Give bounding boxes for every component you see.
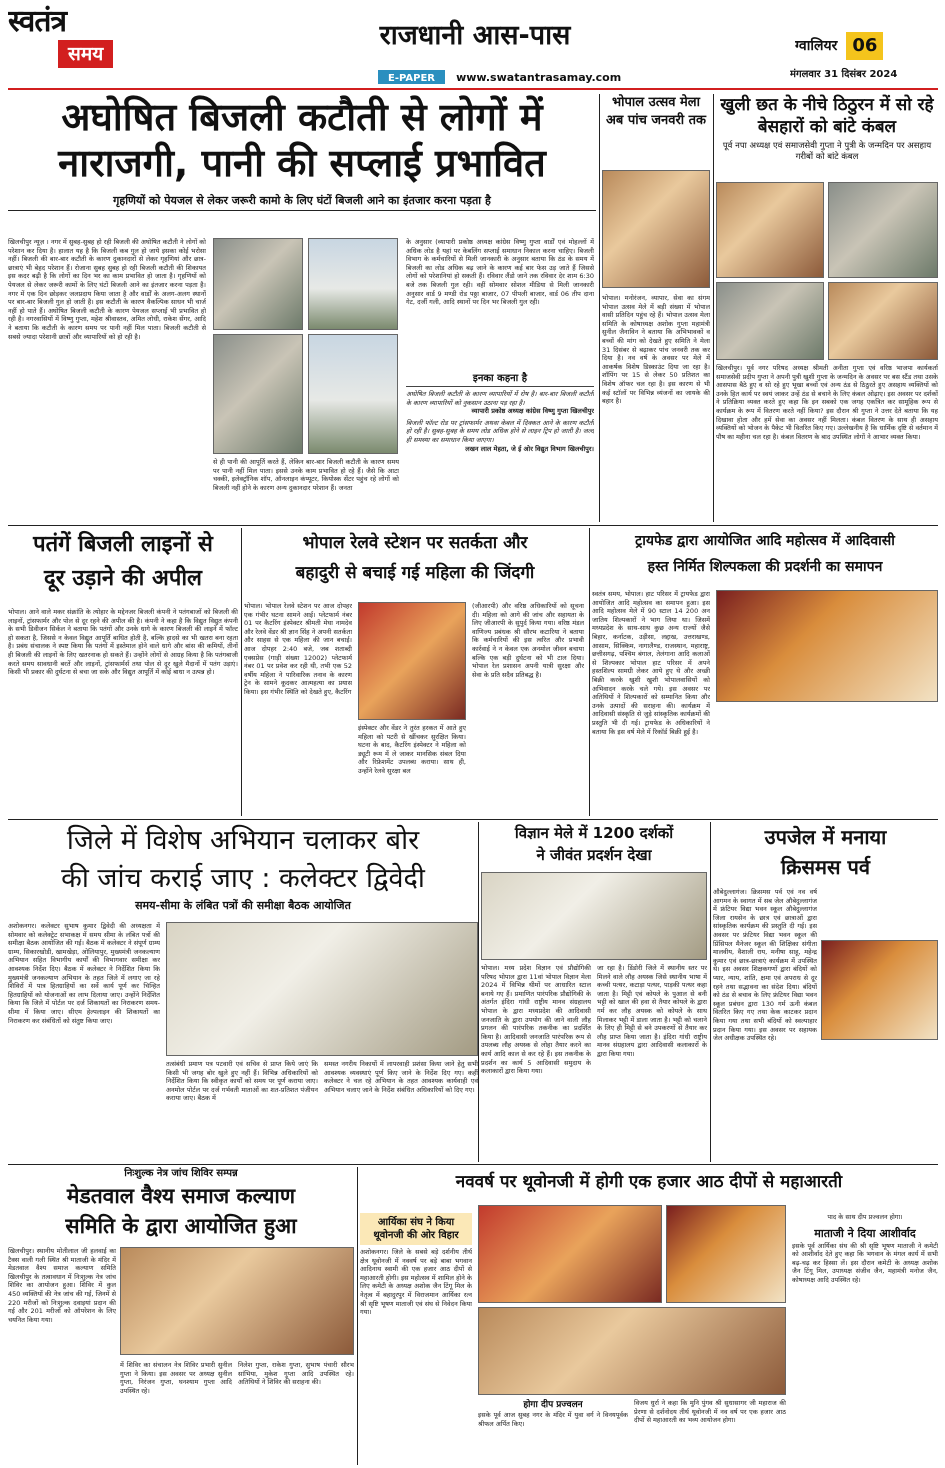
railway-headline-1: भोपाल रेलवे स्टेशन पर सतर्कता और	[302, 533, 528, 553]
lead-subhead: गृहणियों को पेयजल से लेकर जरूरी कामो के लिए घंटों बिजली आने का इंतजार करना पड़ता है	[8, 192, 596, 211]
meeting-photo	[166, 922, 478, 1056]
quote-2-by: लखन लाल मेहता, जे ई ओर विद्युत विभाग खिलचीपुर।	[465, 444, 594, 453]
patang-headline-2: दूर उड़ाने की अपील	[44, 566, 202, 591]
divider-h-2	[8, 819, 938, 820]
divider-v-4	[589, 528, 590, 816]
masthead	[0, 0, 945, 90]
section-title: राजधानी आस-पास	[379, 20, 571, 51]
thuvonji-photo-2	[666, 1205, 786, 1303]
thuvonji-headline: नववर्ष पर थूवोनजी में होगी एक हजार आठ दीपों से महाआरती	[455, 1172, 843, 1192]
medatwal-headline-1: मेडतवाल वैश्य समाज कल्याण	[66, 1184, 296, 1208]
thuvonji-photo-1	[478, 1205, 662, 1303]
trifed-headline-1: ट्रायफेड द्वारा आयोजित आदि महोत्सव में आदिवासी	[635, 533, 895, 549]
christmas-story	[713, 822, 938, 1162]
railway-headline-2: बहादुरी से बचाई गई महिला की जिंदगी	[295, 563, 535, 583]
quote-1-by: व्यापारी प्रकोष्ठ अध्यक्ष कांग्रेस विष्णु गुप्ता खिलचीपुर	[471, 407, 594, 416]
divider-v-7	[357, 1167, 358, 1465]
city-name: ग्वालियर	[795, 38, 838, 54]
vigyan-headline-1: विज्ञान मेले में 1200 दर्शकों	[514, 824, 674, 842]
vigyan-story	[481, 822, 707, 1162]
christmas-photo	[821, 940, 938, 1040]
lead-col-1: खिलचीपुर न्यूज़ । नगर में सुबह-सुबह हो रही बिजली की अघोषित कटौती ने लोगों को परेशान कर दिया है। हालात यह है कि बिजली कब गुल हो जाये इसका कोई भरोसा नहीं। बिजली की बार-बार कटौती के कारण दुकानदारों से लेकर गृहणियां और छात्र-छात्राएं भी बेहद परेशान हैं। रोजाना सुबह सुबह हो रही बिजली कटौती की शिकायत इस कदर बढ़ी है कि लोगों का दिन भर का काम प्रभावित हो जाता है। गृहणियों को पेयजल से लेकर जरूरी कामों के लिए घंटों बिजली आने का इंतजार करना पड़ता है। नगर में एक दिन छोड़कर जलप्रदाय किया जाता है और वार्डों के अलग-अलग स्थानों पर बार-बार बिजली गुल हो जाती है। इस कटौती के कारण वैकल्पिक साधन भी चार्ज नहीं हो पाते हैं। अघोषित बिजली कटौती के कारण पेयजल सप्लाई भी प्रभावित हो रही है। नगरवासियों में विष्णु गुप्ता, महेश श्रीवास्तव, अमित लोधी, राकेश सेंगर, आदि ने बताया कि कटौती के कारण समय पर पानी नहीं मिल पाता। बिजली कटौती से सबसे ज्यादा परेशानी छात्रों और व्यापारियों को हो रही है।	[8, 238, 206, 341]
patang-story	[8, 528, 238, 818]
medatwal-col-2: में शिविर का संचालन नेत्र शिविर प्रभारी सुनील गुप्ता ने किया। इस अवसर पर अध्यक्ष सुनील गुप्ता, निरंजन गुप्ता, घनश्याम गुप्ता आदि उपस्थित रहे।	[120, 1361, 232, 1395]
medatwal-headline-2: समिति के द्वारा आयोजित हुआ	[65, 1214, 297, 1238]
thuvonji-side-title: आर्यिका संघ ने किया थूवोनजी की ओर विहार	[360, 1213, 472, 1245]
trifed-story	[592, 528, 938, 818]
divider-h-3	[8, 1164, 938, 1165]
masthead-rule	[8, 88, 938, 90]
quote-1: अघोषित बिजली कटौती के कारण व्यापारियों में रोष है। बार-बार बिजली कटौती के कारण व्यापारियों को नुकसान उठाना पड़ रहा है।	[406, 390, 594, 407]
quote-2: बिजली फॉल्ट रोड पर ट्रांसफार्मर अथवा केबल में दिक्कत आने के कारण कटौती हो रही है। सुबह-सुबह के समय लोड अधिक होने से लाइन ट्रिप हो जाती है। जल्द ही समस्या का समाधान किया जाएगा।	[406, 418, 594, 444]
tower-photo-2	[308, 238, 398, 330]
lead-col-3: के अनुसार (व्यापारी प्रकोष्ठ अध्यक्ष कांग्रेस विष्णु गुप्ता वार्डों एवं मोहल्लों में अधिक लोड है यहां पर केबलिंग सप्लाई समाधान निकाल करना चाहिए। बिजली विभाग के कर्मचारियों से मिली जानकारी के अनुसार बताया कि ठंड के समय में बिजली का लोड अधिक बढ़ जाने के कारण कई बार फेस उड़ जाते हैं जिससे लोगों को परेशानियां हो सकती हैं। रविवार लैंडो जाने तक रविवार देर शाम 6:30 बजे तक बिजली गुल रही। वहीं सोमवार सोशल मीडिया से मिली जानकारी अनुसार वार्ड 9 मण्डी रोड पठ्ठा बाजार, 07 पीपली बाजार, वार्ड 06 तीप दाना गेट, दर्जी गली, आदि स्थानों पर दिन भर बिजली गुल रही।	[406, 238, 594, 307]
lead-story	[8, 94, 596, 524]
lineman-photo	[308, 334, 398, 454]
thuvonji-story	[360, 1167, 938, 1465]
thuvonji-right	[792, 1213, 938, 1463]
kambal-photo-3	[716, 282, 824, 360]
utsav-headline: भोपाल उत्सव मेला अब पांच जनवरी तक	[605, 95, 707, 128]
railway-col-3: (जीआरपी) और वरिष्ठ अधिकारियों को सूचना दी। महिला को आगे की जांच और सहायता के लिए जीआरपी के सुपुर्द किया गया। वरिष्ठ मंडल वाणिज्य प्रबंधक श्री सौरभ कटारिया ने बताया कि कर्मचारियों की इस त्वरित और प्रभावी कार्रवाई ने न केवल एक अनमोल जीवन बचाया बल्कि एक बड़ी दुर्घटना को भी टाल दिया। भोपाल रेल प्रशासन अपनी यात्री सुरक्षा और सेवा के प्रति सदैव प्रतिबद्ध है।	[472, 602, 584, 679]
divider-v-6	[710, 822, 711, 1162]
railway-col-2: इंस्पेक्टर और वेंडर ने तुरंत हरकत में आते हुए महिला को पटरी से खींचकर सुरक्षित किया। घटना के बाद, कैटरिंग इंस्पेक्टर ने महिला को ड्यूटी रूम में ले जाकर मानसिक संबल दिया और रिफ्रेशमेंट उपलब्ध कराया। साथ ही, उन्होंने रेलवे सुरक्षा बल	[358, 724, 466, 775]
divider-v-1	[599, 94, 600, 522]
right-title: माताजी ने दिया आशीर्वाद	[814, 1226, 916, 1240]
right-body: इसके पूर्व आर्यिका संघ की श्री सृष्टि भूषण माताजी ने कमेटी को आशीर्वाद देते हुए कहा कि भगवान के मंगल कार्य में सभी बढ़-चढ़ कर हिस्सा लें। इस दौरान कमेटी के अध्यक्ष अशोक जैन टिंगू मिल, उपाध्यक्ष संजीव जैन, महामंत्री मनोज जैन, कोषाध्यक्ष आदि उपस्थित रहे।	[792, 1241, 938, 1284]
medatwal-col-1: खिलचीपुर। स्थानीय मोतीलाल जी हलवाई का टैक्स वाली गली स्थित श्री माताजी के मंदिर में मेडतवाल वैश्य समाज कल्याण समिति खिलचीपुर के तत्वावधान में निःशुल्क नेत्र जांच शिविर का आयोजन हुआ। शिविर में कुल 450 व्यक्तियों की नेत्र जांच की गई, जिनमें से 220 मरीजों को निःशुल्क दवाइयां प्रदान की गई और 201 मरीजों को ऑपरेशन के लिए चयनित किया गया।	[8, 1247, 116, 1324]
trifed-body: स्वतंत्र समय, भोपाल। हाट परिसर में ट्रायफेड द्वारा आयोजित आदि महोत्सव का समापन हुआ। इस आदि महोत्सव मेले में 90 स्टाल 14 200 अन जातिय शिल्पकारों ने भाग लिया था। जिसमें मध्यप्रदेश के साथ-साथ कुछ अन्य राज्यों जैसे बिहार, कर्नाटक, उड़ीसा, लद्दाख, उत्तराखण्ड, आसाम, सिक्किम, नागालैण्ड, राजस्थान, महाराष्ट्र, छत्तीसगढ़, पश्चिम बंगाल, तेलंगाना आदि कलाओं से शिल्पकार भोपाल हाट परिसर में अपने हस्तशिल्प सामग्री लेकर आये हुए थे और अच्छी बिक्री करके खुशी खुशी भोपालवासियों को अभिवादन करके चले गये। इस अवसर पर अतिथियों ने शिल्पकारों को सम्मानित किया और उनके उत्पादों की सराहना की। कार्यक्रम में आदिवासी संस्कृति से जुड़े सांस्कृतिक कार्यक्रमों की प्रस्तुति भी दी गई। ट्रायफेड के अधिकारियों ने बताया कि इस वर्ष मेले में रिकॉर्ड बिक्री हुई है।	[592, 590, 710, 736]
train-photo	[358, 602, 466, 720]
medatwal-photo	[120, 1247, 354, 1355]
railway-col-2a	[358, 602, 466, 814]
thuvonji-photo-3	[478, 1307, 786, 1395]
page-number: 06	[846, 32, 883, 60]
collector-headline-1: जिले में विशेष अभियान चलाकर बोर	[66, 825, 420, 856]
logo-bottom: समय	[58, 40, 113, 68]
collector-col-3: समस्त नगरीय निकायों में लापरवाही प्रशंसा किया जाने हेतु सभी आवश्यक व्यवस्थाएं पूर्ण किए जाने के निर्देश दिए गए। कहीं कलेक्टर ने चल रहे अभियान के तहत आवश्यक कार्यवाही एवं अभियान चलाए जाने के निर्देश संबंधित अधिकारियों को दिए गए।	[324, 1060, 478, 1094]
quote-box	[406, 372, 594, 518]
website-link[interactable]: www.swatantrasamay.com	[456, 71, 622, 84]
thuvonji-caption-1	[478, 1399, 628, 1463]
city-box	[795, 32, 945, 60]
vigyan-headline-2: ने जीवंत प्रदर्शन देखा	[536, 846, 652, 864]
collector-col-2: तत्संबंधी प्रमाण पत्र पटवारी एवं सचिव से प्राप्त किये जाएं कि किसी भी जगह बोर खुले हुए नहीं हैं। विभिन्न अधिकारियों को निर्देशित किया कि स्वीकृत कार्यों को समय पर पूर्ण कराया जाए। अनमोल पोर्टल पर दर्ज गर्भवती माताओं का शत-प्रतिशत पंजीयन कराया जाए। बैठक में	[166, 1060, 318, 1103]
kambal-subhead: पूर्व नपा अध्यक्ष एवं समाजसेवी गुप्ता ने पुत्री के जन्मदिन पर असहाय गरीबों को बांटे कंबल	[722, 141, 932, 162]
transformer-photo	[213, 334, 303, 454]
christmas-headline-1: उपजेल में मनाया	[764, 825, 887, 849]
caption-1-body: इसके पूर्व आज सुबह नगर के मंदिर में युवा वर्ग ने विनयपूर्वक श्रीफल अर्पित किए।	[478, 1411, 628, 1428]
trifed-photo	[716, 590, 938, 702]
medatwal-story	[8, 1167, 354, 1465]
kambal-photo-2	[828, 182, 938, 278]
kambal-photo-1	[716, 182, 824, 278]
collector-story	[8, 822, 478, 1162]
tower-photo-1	[213, 238, 303, 330]
masthead-bar	[378, 66, 798, 84]
lead-headline-2: नाराजगी, पानी की सप्लाई प्रभावित	[58, 141, 546, 185]
trifed-headline-2: हस्त निर्मित शिल्पकला की प्रदर्शनी का समापन	[647, 559, 883, 575]
epaper-label: E-PAPER	[378, 70, 445, 84]
camp-tag: निःशुल्क नेत्र जांच शिविर सम्पन्न	[124, 1168, 238, 1179]
divider-v-3	[241, 528, 242, 816]
thuvonji-side	[360, 1213, 472, 1463]
patang-body: भोपाल। आने वाले मकर संक्रांति के त्योहार के मद्देनजर बिजली कंपनी ने पतंगबाजों को बिजली की लाइनों, ट्रांसफार्मर और पोल से दूर रहने की अपील की है। कंपनी ने कहा है कि विद्युत विद्युत कंपनी के सभी डिवीजन सिर्कल ने बताया कि पतंगों और उनके धागे के कारण बिजली की लाइनें में फॉल्ट हो सकता है, जिससे न केवल विद्युत आपूर्ति बाधित होती है, बल्कि हादसे का भी खतरा बना रहता है। प्रबंध संचालक ने स्पष्ट किया कि पतंगों में इस्तेमाल होने वाले धागे और बांस की कमियों, तीनों ही बिजली की लाइनों के लिए खतरनाक हो सकते हैं। उन्होंने लोगों से आग्रह किया है कि पतंगबाजी करते समय सावधानी बरतें और लाइनों, ट्रांसफार्मर्स तथा पोल से दूर खुले मैदानों में पतंग उड़ाएं। किसी भी प्रकार की दुर्घटना से बचा जा सके और विद्युत आपूर्ति में कोई बाधा न उत्पन्न हो।	[8, 608, 238, 677]
collector-headline-2: की जांच कराई जाए : कलेक्टर द्विवेदी	[61, 863, 425, 894]
divider-v-5	[478, 822, 479, 1162]
utsav-body: भोपाल। मनोरंजन, व्यापार, सेवा का संगम भोपाल उत्सव मेले में बड़ी संख्या में भोपाल वासी प्रतिदिन पहुंच रहे हैं। भोपाल उत्सव मेला समिति के कोषाध्यक्ष अशोक गुप्ता महामंत्री सुनील जैनाविन ने बताया कि अभिभावकों व बच्चों की मांग को देखते हुए समिति ने मेला 31 दिसंबर से बढ़ाकर पांच जनवरी तक कर दिया है। नव वर्ष के अवसर पर मेले में आकर्षक विशेष डिस्काउंट दिया जा रहा है। शॉपिंग पर 15 से लेकर 50 प्रतिशत का विशेष ऑफर चल रहा है। इस कारण से भी कई स्टॉलों पर विभिन्न व्यंजनों का जायके की बहार है।	[602, 294, 710, 406]
christmas-headline-2: क्रिसमस पर्व	[781, 855, 870, 879]
kambal-story	[716, 94, 938, 524]
railway-col-1: भोपाल। भोपाल रेलवे स्टेशन पर आज दोपहर एक गंभीर घटना सामने आई। प्लेटफार्म नंबर 01 पर कैटरिंग इंस्पेक्टर श्रीमती मेघा नामदेव और रेलवे वेंडर श्री ज्ञान सिंह ने अपनी सतर्कता और साहस से एक महिला की जान बचाई। आज दोपहर 2:40 बजे, जब शताब्दी एक्सप्रेस (गाड़ी संख्या 12002) प्लेटफार्म नंबर 01 पर प्रवेश कर रही थी, तभी एक 52 वर्षीय महिला ने पारिवारिक तनाव के कारण ट्रेन के सामने कूदकर आत्महत्या का प्रयास किया। इस गंभीर स्थिति को देखते हुए, कैटरिंग	[244, 602, 352, 696]
patang-headline-1: पतंगें बिजली लाइनों से	[33, 532, 213, 557]
divider-v-2	[713, 94, 714, 522]
divider-h-1	[8, 525, 938, 526]
bhopal-utsav-story	[602, 94, 710, 524]
logo	[8, 4, 120, 86]
collector-col-1: अशोकनगर। कलेक्टर सुभाष कुमार द्विवेदी की अध्यक्षता में सोमवार को कलेक्ट्रेट सभाकक्ष में समय सीमा के लंबित पत्रों की समीक्षा बैठक आयोजित की गई। बैठक में कलेक्टर ने संपूर्ण ग्राम्य ग्राम्य, सिकारखोडी, खामखेड़ा, ओलियापुर, मुख्यमंत्री जनकल्याण अभियान सहित विभागीय कार्यों की विभागवार समीक्षा कर आवश्यक निर्देश दिए। बैठक में कलेक्टर ने निर्देशित किया कि मुख्यमंत्री जनकल्याण अभियान के तहत जिले में लगाए जा रहे शिविरों में पात्र हितग्राहियों का सर्वे कार्य पूर्ण कर चिन्हित हितग्राहियों को योजनाओं का लाभ दिलाया जाए। उन्होंने निर्देशित किया कि जिले में पोर्टल पर दर्ज शिकायतों का निराकरण समय-सीमा में किया जाए। सीएम हेल्पलाइन की शिकायतों का निराकरण कर संबंधितों को संतुष्ट किया जाए।	[8, 922, 160, 1025]
vigyan-col-2: जा रहा है। डिंडोरी जिले में स्थानीय स्तर पर मिलने वाले लौह अयस्क जिसे स्थानीय भाषा में कच्ची पत्थर, कटाड़ा पत्थर, पाड़की पत्थर कहा जाता है। मिट्टी एवं कोयले के पुआल से बनी भट्टी को खाल की हवा से तैयार कोयले के द्वारा गर्म कर लौह अयस्क को कोयले के साथ मिलाकर भट्टी में डाला जाता है। भट्टी को चलाने के लिए ही मिट्टी से बने उपकरणों से तैयार कर लौह प्राप्त किया जाता है। इंदिरा गांधी राष्ट्रीय मानव संग्रहालय द्वारा आदिवासी कलाकारों के द्वारा किया गया।	[597, 964, 707, 1058]
thuvonji-side-body: अशोकनगर। जिले के सबसे बड़े दर्शनीय तीर्थ क्षेत्र थूवोनजी में नववर्ष पर बड़े बाबा भगवान आदिनाथ स्वामी की एक हजार आठ दीपों से महाआरती होगी। इस महोत्सव में शामिल होने के लिए कमेटी के अध्यक्ष अशोक जैन टिंगू मिल के नेतृत्व में बहादुरपुर में विराजमान आर्यिका रत्न श्री सृष्टि भूषण माताजी एवं संघ से निवेदन किया गया।	[360, 1248, 472, 1317]
vigyan-col-1: भोपाल। मध्य प्रदेश विज्ञान एवं प्रौद्योगिकी परिषद भोपाल द्वारा 11वां भोपाल विज्ञान मेला 2024 में विभिन्न थीमों पर आधारित स्टाल बनाये गए हैं। प्रमाणित पारंपरिक प्रौद्योगिकी के अंतर्गत इंदिरा गांधी राष्ट्रीय मानव संग्रहालय भोपाल के द्वारा मध्यप्रदेश की आदिवासी जनजाति के द्वारा उपयोग की जाने वाली लौह प्रगलन की पारंपरिक तकनीक का प्रदर्शित किया है। आदिवासी जनजाति पारंपरिक रूप से उपलब्ध लौह अयस्क से लोहा तैयार करने का कार्य आदि काल से कर रहे हैं। इस तकनीक के प्रदर्शन का कार्य 5 आदिवासी समुदाय के कलाकारों द्वारा किया गया।	[481, 964, 591, 1076]
caption-1-title: होगा दीप प्रज्वलन	[523, 1400, 583, 1410]
lead-col-2: से ही पानी की आपूर्ति करते हैं, लेकिन बार-बार बिजली कटौती के कारण समय पर पानी नहीं मिल पाता। इससे उनके काम प्रभावित हो रहे हैं। जैसे कि आटा चक्की, इलेक्ट्रॉनिक शॉप, ऑनलाइन कंप्यूटर, कियोस्क सेंटर पहुंच रहे लोगों को बिजली नहीं होने के कारण अन्य दुकानदार परेशान हैं। जनता	[213, 458, 399, 492]
issue-date: मंगलवार 31 दिसंबर 2024	[790, 69, 898, 80]
railway-story	[244, 528, 586, 818]
kambal-photo-4	[828, 282, 938, 360]
collector-subhead: समय-सीमा के लंबित पत्रों की समीक्षा बैठक आयोजित	[135, 899, 351, 912]
kambal-headline: खुली छत के नीचे ठिठुरन में सो रहे बेसहारों को बांटे कंबल	[720, 95, 934, 137]
medatwal-col-3: निलेश गुप्ता, राकेश गुप्ता, सुभाष पंचारी सौरभ सांभिया, मुकेश गुप्ता आदि उपस्थित रहे। अतिथियों ने शिविर की सराहना की।	[238, 1361, 354, 1387]
thuvonji-caption-2: विजय धुर्रा ने कहा कि मुनि पुंगव श्री सुधासागर जी महाराज की प्रेरणा से दर्शनोदय तीर्थ थूवोनजी में नव वर्ष पर एक हजार आठ दीपों से महाआरती का भव्य आयोजन होगा।	[634, 1399, 786, 1425]
right-top: पाद के साथ दीप प्रज्वलन होगा।	[827, 1213, 903, 1221]
utsav-photo	[602, 170, 710, 288]
kambal-body: खिलचीपुर। पूर्व नगर परिषद अध्यक्ष श्रीमती अनीता गुप्ता एवं वरिष्ठ भाजपा कार्यकर्ता समाजसेवी प्रदीप गुप्ता ने अपनी पुत्री खुशी गुप्ता के जन्मदिन के अवसर पर बस स्टैंड तथा उसके आसपास बैठे हुए व सो रहे हुए भूखा बच्चों एवं अन्य ठंड से ठिठुरते हुए असहाय व्यक्तियों को उनके हित कार्य पर स्वयं जाकर उन्हें ठंड से बचाने के लिए कंबल ओढ़ाए। इस अवसर पर दर्शकों ने प्रतिक्रिया व्यक्त करते हुए कहा कि इन सबको एक जगह एकत्रित कर सामूहिक रूप से कार्यक्रम के रूप में वितरण करते नहीं किया? इस दौरान श्री गुप्ता ने उत्तर देते बताया कि यह दिखावा होता और हमें सेवा का अवसर नहीं मिलता। कंबल वितरण के साथ ही असहाय व्यक्तियों को भोजन के पैकेट भी वितरित किए गए। उल्लेखनीय है कि धार्मिक दृष्टि से वर्तमान में पौष का महीना चल रहा है। कंबल वितरण के बाद उपस्थित लोगों ने आभार व्यक्त किया।	[716, 364, 938, 441]
lead-headline-1: अघोषित बिजली कटौती से लोगों में	[61, 95, 543, 139]
logo-top: स्वतंत्र	[8, 4, 67, 39]
christmas-body: औबेदुल्लागंज। क्रिसमस पर्व एवं नव वर्ष आगमन के स्वागत में सब जेल औबेदुल्लागंज में फ्रंटियर विद्या भवन स्कूल औबेदुल्लागंज जिला रायसेन के छात्र एवं छात्राओं द्वारा सांस्कृतिक कार्यक्रम की प्रस्तुति दी गई। इस अवसर पर फ्रंटियर विद्या भवन स्कूल की प्रिंसिपल मैनेजर स्कूल की शिक्षिका संगीता मालवीय, वैशाली राय, मनीषा साहू, महेन्द्र कुमार एवं छात्र-छात्राएं कार्यक्रम में उपस्थित थे। इस अवसर शिक्षकगणों द्वारा बंदियों को प्यार, न्याय, शांति, क्षमा एवं अपराध से दूर रहने तथा सद्भावना का संदेश दिया। बंदियों को ठंड से बचाव के लिए फ्रंटियर विद्या भवन स्कूल प्रबंधन द्वारा 130 गर्म ऊनी कंबल वितरित किए गए तथा केक काटकर प्रदान किया गया तथा सभी बंदियों को स्वल्पाहार प्रदान किया गया। इस अवसर पर सहायक जेल अधीक्षक उपस्थित रहे।	[713, 888, 817, 1043]
quote-title: इनका कहना है	[406, 372, 594, 387]
vigyan-photo	[481, 872, 707, 960]
